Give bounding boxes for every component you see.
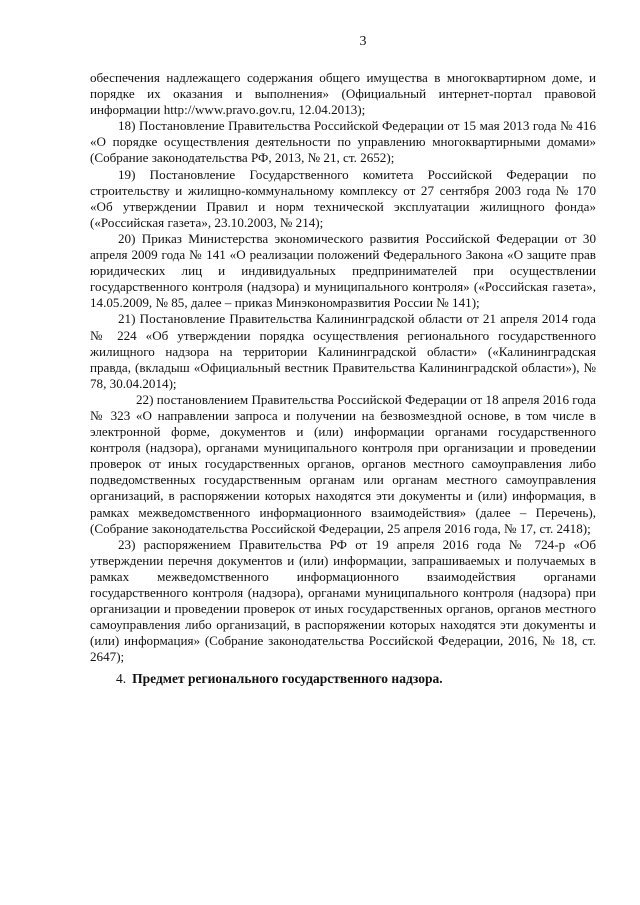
list-item-22: 22) постановлением Правительства Российской Федерации от 18 апреля 2016 года № 323 «О направлении запроса и получении на безвозмездной основе, в том числе в электронной форме, документов и (или) информации органами государственного контроля (надзора), органами муниципального контроля при организации и проведении проверок от иных государственных органов, органов местного самоуправления либо подведомственных государственным органам или органам местного самоуправления организаций, в распоряжении которых находятся эти документы и (или) информация, в рамках межведомственного информационного взаимодействия» (далее – Перечень), (Собрание законодательства Российской Федерации, 25 апреля 2016 года, № 17, ст. 2418); [90,391,596,536]
page-number: 3 [359,34,367,49]
section-heading [90,671,596,687]
list-item-21: 21) Постановление Правительства Калининградской области от 21 апреля 2014 года № 224 «Об утверждении порядка осуществления регионального государственного жилищного надзора на территории Калининградской области» («Калининградская правда, (вкладыш «Официальный вестник Правительства Калининградской области»), № 78, 30.04.2014); [90,311,596,391]
paragraph-continuation: обеспечения надлежащего содержания общего имущества в многоквартирном доме, и порядке их оказания и выполнения» (Официальный интернет-портал правовой информации http://www.pravo.gov.ru, 12.04.2013); [90,70,596,118]
list-item-18: 18) Постановление Правительства Российской Федерации от 15 мая 2013 года № 416 «О порядке осуществления деятельности по управлению многоквартирными домами» (Собрание законодательства РФ, 2013, № 21, ст. 2652); [90,118,596,166]
list-item-20: 20) Приказ Министерства экономического развития Российской Федерации от 30 апреля 2009 года № 141 «О реализации положений Федерального Закона «О защите прав юридических лиц и индивидуальных предпринимателей при осуществлении государственного контроля (надзора) и муниципального контроля» («Российская газета», 14.05.2009, № 85, далее – приказ Минэкономразвития России № 141); [90,230,596,311]
section-number: 4. [116,671,127,687]
section-title: Предмет регионального государственного надзора. [132,671,443,687]
list-item-19: 19) Постановление Государственного комитета Российской Федерации по строительству и жилищно-коммунальному комплексу от 27 сентября 2003 года № 170 «Об утверждении Правил и норм технической эксплуатации жилищного фонда» («Российская газета», 23.10.2003, № 214); [90,166,596,230]
list-item-23: 23) распоряжением Правительства РФ от 19 апреля 2016 года № 724-р «Об утверждении перечня документов и (или) информации, запрашиваемых и получаемых в рамках межведомственного информационного взаимодействия органами государственного контроля (надзора), органами муниципального контроля (надзора) при организации и проведении проверок от иных государственных органов, органов местного самоуправления либо организаций, в распоряжении которых находятся эти документы и (или) информация» (Собрание законодательства Российской Федерации, 2016, № 18, ст. 2647); [90,536,596,665]
